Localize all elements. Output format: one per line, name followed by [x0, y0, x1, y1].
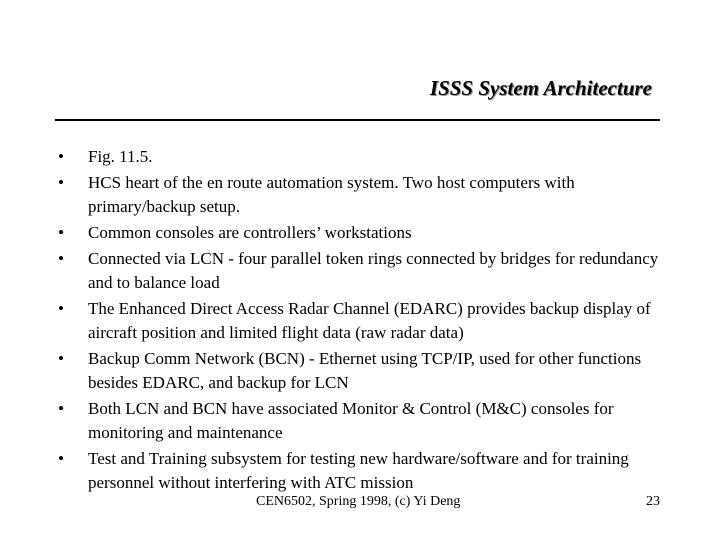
bullet-text: Both LCN and BCN have associated Monitor & Control (M&C) consoles for monitoring and maintenance [88, 399, 614, 442]
bullet-text: Test and Training subsystem for testing new hardware/software and for training personnel without interfering with ATC mission [88, 449, 629, 492]
bullet-text: The Enhanced Direct Access Radar Channel (EDARC) provides backup display of aircraft position and limited flight data (raw radar data) [88, 299, 651, 342]
page-number: 23 [646, 494, 660, 509]
bullet-item [58, 221, 668, 245]
bullet-dot-icon: • [58, 223, 64, 242]
bullet-dot-icon: • [58, 249, 64, 268]
bullet-text: Common consoles are controllers’ workstations [88, 223, 412, 242]
bullet-item [58, 347, 668, 395]
bullet-item [58, 145, 668, 169]
bullet-dot-icon: • [58, 147, 64, 166]
bullet-text: HCS heart of the en route automation system. Two host computers with primary/backup setup. [88, 173, 575, 216]
bullet-item [58, 247, 668, 295]
footer-text: CEN6502, Spring 1998, (c) Yi Deng [256, 494, 461, 509]
bullet-item [58, 397, 668, 445]
bullet-dot-icon: • [58, 349, 64, 368]
bullet-item [58, 297, 668, 345]
bullet-dot-icon: • [58, 173, 64, 192]
bullet-text: Connected via LCN - four parallel token rings connected by bridges for redundancy and to balance load [88, 249, 659, 292]
bullet-dot-icon: • [58, 449, 64, 468]
slide-title: ISSS System Architecture [429, 76, 652, 100]
bullet-list [58, 145, 668, 495]
bullet-item [58, 171, 668, 219]
title-divider [55, 119, 660, 121]
bullet-item [58, 447, 668, 495]
bullet-text: Fig. 11.5. [88, 147, 153, 166]
bullet-dot-icon: • [58, 399, 64, 418]
bullet-text: Backup Comm Network (BCN) - Ethernet using TCP/IP, used for other functions besides EDARC, and backup for LCN [88, 349, 642, 392]
bullet-dot-icon: • [58, 299, 64, 318]
